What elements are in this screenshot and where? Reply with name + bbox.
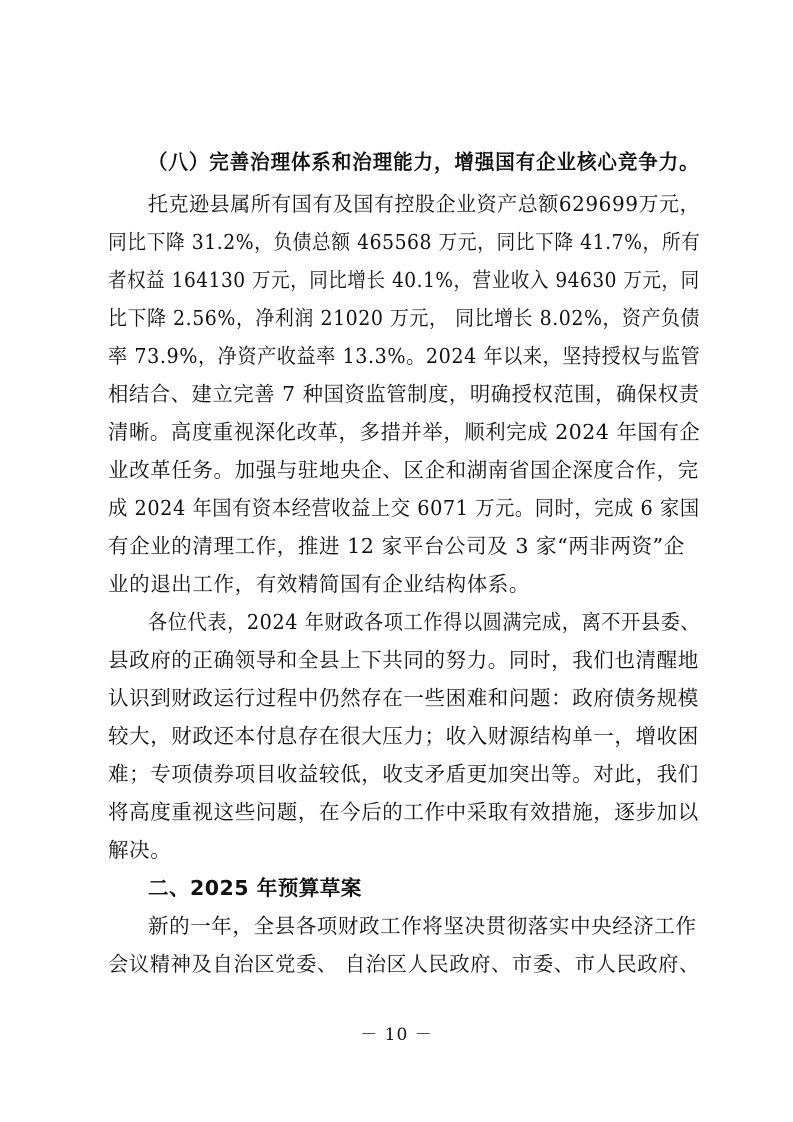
section-heading: （八）完善治理体系和治理能力，增强国有企业核心竞争力。 bbox=[148, 150, 700, 174]
paragraph-line: 相结合、建立完善 7 种国资监管制度，明确授权范围，确保权责 bbox=[108, 382, 700, 406]
paragraph-line: 认识到财政运行过程中仍然存在一些困难和问题：政府债务规模 bbox=[108, 686, 699, 710]
paragraph-line: 清晰。高度重视深化改革，多措并举，顺利完成 2024 年国有企 bbox=[108, 420, 701, 444]
paragraph-line: 各位代表，2024 年财政各项工作得以圆满完成，离不开县委、 bbox=[148, 610, 701, 634]
chapter-heading: 二、2025 年预算草案 bbox=[148, 876, 362, 900]
paragraph-line: 会议精神及自治区党委、 自治区人民政府、市委、市人民政府、 bbox=[108, 952, 700, 976]
paragraph-line: 难；专项债券项目收益较低，收支矛盾更加突出等。对此，我们 bbox=[108, 762, 699, 786]
paragraph-line: 业的退出工作，有效精简国有企业结构体系。 bbox=[108, 572, 530, 596]
paragraph-line: 成 2024 年国有资本经营收益上交 6071 万元。同时，完成 6 家国 bbox=[108, 496, 700, 520]
paragraph-line: 业改革任务。加强与驻地央企、区企和湖南省国企深度合作，完 bbox=[108, 458, 699, 482]
paragraph-line: 县政府的正确领导和全县上下共同的努力。同时，我们也清醒地 bbox=[108, 648, 699, 672]
paragraph-line: 同比下降 31.2%，负债总额 465568 万元，同比下降 41.7%，所有 bbox=[108, 230, 701, 254]
paragraph-line: 托克逊县属所有国有及国有控股企业资产总额629699万元， bbox=[148, 192, 701, 216]
page-number: － 10 － bbox=[360, 1025, 433, 1045]
paragraph-line: 率 73.9%，净资产收益率 13.3%。2024 年以来，坚持授权与监管 bbox=[108, 344, 701, 368]
paragraph-line: 将高度重视这些问题，在今后的工作中采取有效措施，逐步加以 bbox=[108, 800, 699, 824]
paragraph-line: 新的一年，全县各项财政工作将坚决贯彻落实中央经济工作 bbox=[148, 914, 697, 938]
paragraph-line: 解决。 bbox=[108, 838, 172, 862]
paragraph-line: 比下降 2.56%，净利润 21020 万元， 同比增长 8.02%，资产负债 bbox=[108, 306, 700, 330]
paragraph-line: 者权益 164130 万元，同比增长 40.1%，营业收入 94630 万元，同 bbox=[108, 268, 700, 292]
paragraph-line: 有企业的清理工作，推进 12 家平台公司及 3 家“两非两资”企 bbox=[108, 534, 685, 558]
paragraph-line: 较大，财政还本付息存在很大压力；收入财源结构单一，增收困 bbox=[108, 724, 699, 748]
